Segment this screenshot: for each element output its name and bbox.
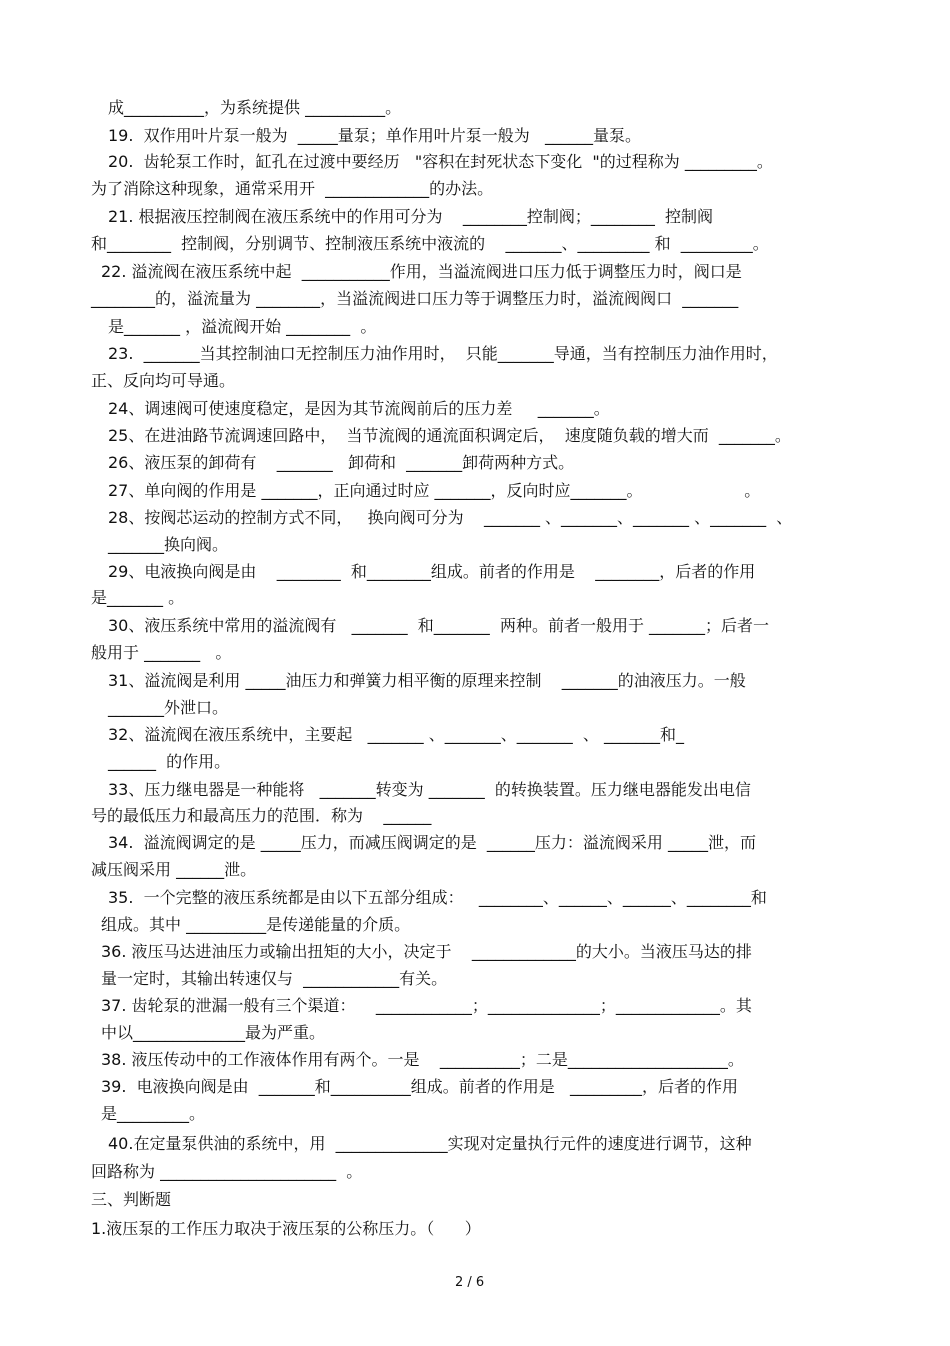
- text-line: 般用于 _______ 。: [91, 643, 232, 662]
- text-line: 为了消除这种现象，通常采用开 _____________的办法。: [91, 179, 494, 198]
- text-line: 27、单向阀的作用是 _______，正向通过时应 _______，反向时应_______。 。: [108, 481, 761, 500]
- text-line: 40.在定量泵供油的系统中，用 ______________实现对定量执行元件的速度进行调节，这种: [108, 1134, 752, 1153]
- text-line: 21. 根据液压控制阀在液压系统中的作用可分为 ________控制阀；________ 控制阀: [108, 207, 714, 226]
- text-line: 28、按阀芯运动的控制方式不同， 换向阀可分为 _______ 、_______、_______ 、_______ 、: [108, 508, 793, 527]
- text-line: 36. 液压马达进油压力或输出扭矩的大小，决定于 _____________的大小。当液压马达的排: [101, 942, 752, 961]
- text-line: 25、在进油路节流调速回路中， 当节流阀的通流面积调定后， 速度随负载的增大而 _______。: [108, 426, 791, 445]
- text-line: 23. _______当其控制油口无控制压力油作用时， 只能_______导通，当有控制压力油作用时，: [108, 344, 778, 363]
- text-line: 32、溢流阀在液压系统中，主要起 _______ 、_______、_______ 、 _______和_: [108, 725, 684, 744]
- text-line: 量一定时，其输出转速仅与 ____________有关。: [101, 969, 448, 988]
- text-line: 24、调速阀可使速度稳定，是因为其节流阀前后的压力差 _______。: [108, 399, 610, 418]
- text-line: 26、液压泵的卸荷有 _______ 卸荷和 _______卸荷两种方式。: [108, 453, 575, 472]
- text-line: 是_______ ，溢流阀开始 ________ 。: [108, 317, 377, 336]
- text-line: 38. 液压传动中的工作液体作用有两个。一是 __________；二是____________________。: [101, 1050, 744, 1069]
- text-line: 39. 电液换向阀是由 _______和__________组成。前者的作用是 _________，后者的作用: [101, 1077, 739, 1096]
- text-line: 1.液压泵的工作压力取决于液压泵的公称压力。（ ）: [91, 1219, 481, 1238]
- text-line: _______外泄口。: [108, 698, 229, 717]
- text-line: ______ 的作用。: [108, 752, 231, 771]
- text-line: 组成。其中 __________是传递能量的介质。: [101, 915, 411, 934]
- text-line: 中以______________最为严重。: [101, 1023, 326, 1042]
- text-line: 31、溢流阀是利用 _____油压力和弹簧力相平衡的原理来控制 _______的油液压力。一般: [108, 671, 746, 690]
- text-line: 30、液压系统中常用的溢流阀有 _______ 和_______ 两种。前者一般用于 _______；后者一: [108, 616, 770, 635]
- text-line: 减压阀采用 ______泄。: [91, 860, 257, 879]
- page-number: 2 / 6: [455, 1275, 485, 1290]
- text-line: 成__________，为系统提供 __________。: [108, 98, 402, 117]
- text-line: 是_________。: [101, 1104, 206, 1123]
- text-line: 正、反向均可导通。: [91, 371, 236, 390]
- text-line: 29、电液换向阀是由 ________ 和________组成。前者的作用是 ________，后者的作用: [108, 562, 756, 581]
- text-line: 号的最低压力和最高压力的范围．称为 ______: [91, 806, 432, 825]
- text-line: 37. 齿轮泵的泄漏一般有三个渠道： ____________；______________；_____________。其: [101, 996, 752, 1015]
- text-line: _______换向阀。: [108, 535, 229, 554]
- text-line: ________的，溢流量为 ________，当溢流阀进口压力等于调整压力时，溢流阀阀口 _______: [91, 289, 739, 308]
- text-line: 和________ 控制阀，分别调节、控制液压系统中液流的 _______、_________ 和 _________。: [91, 234, 769, 253]
- text-line: 35. 一个完整的液压系统都是由以下五部分组成： ________、______、______、________和: [108, 888, 767, 907]
- section-heading: 三、判断题: [91, 1190, 172, 1209]
- text-line: 34. 溢流阀调定的是 _____压力，而减压阀调定的是 ______压力：溢流阀采用 _____泄，而: [108, 833, 756, 852]
- text-line: 20. 齿轮泵工作时，缸孔在过渡中要经历 "容积在封死状态下变化 "的过程称为 _________。: [108, 152, 773, 171]
- text-line: 19. 双作用叶片泵一般为 _____量泵；单作用叶片泵一般为 ______量泵。: [108, 126, 642, 145]
- text-line: 33、压力继电器是一种能将 _______转变为 _______ 的转换装置。压力继电器能发出电信: [108, 780, 751, 799]
- text-line: 是_______ 。: [91, 588, 185, 607]
- text-line: 22. 溢流阀在液压系统中起 ___________作用，当溢流阀进口压力低于调整压力时，阀口是: [101, 262, 742, 281]
- text-line: 回路称为 ______________________ 。: [91, 1162, 363, 1181]
